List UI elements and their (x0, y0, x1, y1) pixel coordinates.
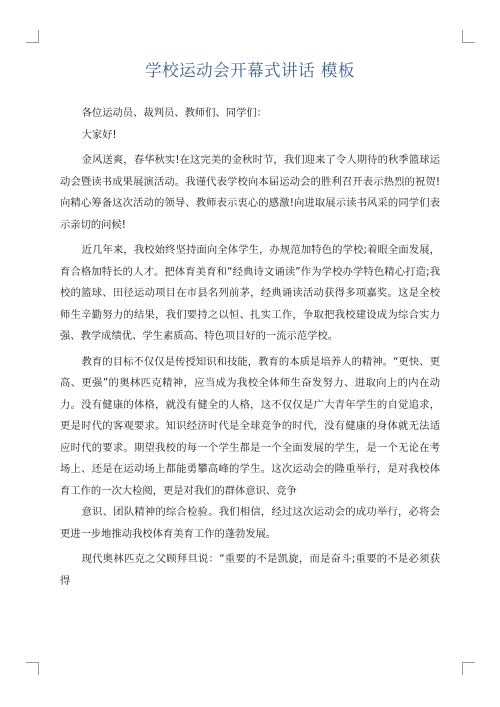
paragraph: 教育的目标不仅仅是传授知识和技能，教育的本质是培养人的精神。“更快、更高、更强”的奥林匹克精神，应当成为我校全体师生奋发努力、进取向上的内在动力。没有健康的体格，就没有健全的人格，这不仅仅是广大青年学生的自觉追求，更是时代的客观要求。知识经济时代是全球竞争的时代，没有健康的身体就无法适应时代的要求。期望我校的每一个学生都是一个全面发展的学生，是一个无论在考场上、还是在运动场上都能勇攀高峰的学生。这次运动会的隆重举行，是对我校体育工作的一次大检阅，更是对我们的群体意识、竞争 (60, 355, 440, 497)
crop-mark-bottom-left (26, 662, 39, 675)
salutation: 各位运动员、裁判员、教师们、同学们： (81, 107, 267, 119)
crop-mark-top-right (462, 30, 475, 43)
crop-mark-bottom-right (462, 662, 475, 675)
crop-mark-top-left (26, 30, 39, 43)
paragraph: 金风送爽，春华秋实!在这完美的金秋时节，我们迎来了令人期待的秋季篮球运动会暨读书成果展演活动。我谨代表学校向本届运动会的胜利召开表示热烈的祝贺!向精心筹备这次活动的领导、教师表示衷心的感激!向进取展示读书风采的同学们表示亲切的问候! (60, 154, 440, 231)
document-body (60, 103, 440, 592)
document-page (60, 60, 440, 592)
paragraph: 现代奥林匹克之父顾拜旦说：“重要的不是凯旋，而是奋斗;重要的不是必须获得 (60, 553, 440, 587)
greeting: 大家好! (81, 128, 117, 141)
document-title: 学校运动会开幕式讲话 模板 (145, 61, 355, 80)
paragraph: 意识、团队精神的综合检验。我们相信，经过这次运动会的成功举行，必将会更进一步地推动我校体育美育工作的蓬勃发展。 (60, 506, 440, 540)
paragraph: 近几年来，我校始终坚持面向全体学生，办规范加特色的学校;着眼全面发展，育合格加特长的人才。把体育美育和“经典诗文诵读”作为学校办学特色精心打造;我校的篮球、田径运动项目在市县名列前茅，经典诵读活动获得多项嘉奖。这是全校师生辛勤努力的结果，我们要持之以恒、扎实工作，争取把我校建设成为综合实力强、教学成绩优、学生素质高、特色项目好的一流示范学校。 (60, 244, 440, 342)
